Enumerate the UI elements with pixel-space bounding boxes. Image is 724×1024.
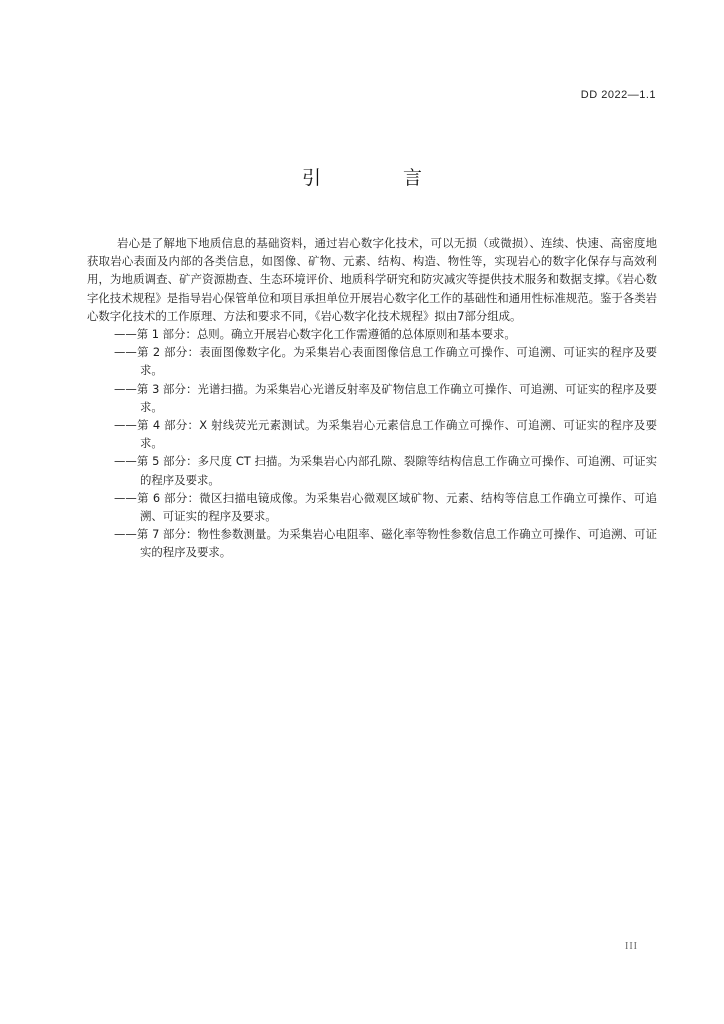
page-title: 引 言 [301,167,461,189]
part-item: ——第 3 部分：光谱扫描。为采集岩心光谱反射率及矿物信息工作确立可操作、可追溯、可证实的程序及要求。 [114,381,657,414]
document-code: DD 2022—1.1 [580,89,656,101]
part-item: ——第 7 部分：物性参数测量。为采集岩心电阻率、磁化率等物性参数信息工作确立可操作、可追溯、可证实的程序及要求。 [114,527,657,560]
parts-list [87,325,657,562]
part-item: ——第 1 部分：总则。确立开展岩心数字化工作需遵循的总体原则和基本要求。 [114,327,516,342]
part-item: ——第 4 部分：X 射线荧光元素测试。为采集岩心元素信息工作确立可操作、可追溯、可证实的程序及要求。 [114,418,657,451]
part-item: ——第 2 部分：表面图像数字化。为采集岩心表面图像信息工作确立可操作、可追溯、可证实的程序及要求。 [114,345,657,378]
intro-paragraph: 岩心是了解地下地质信息的基础资料，通过岩心数字化技术，可以无损（或微损）、连续、快速、高密度地获取岩心表面及内部的各类信息，如图像、矿物、元素、结构、构造、物性等，实现岩心的数字化保存与高效利用，为地质调查、矿产资源勘查、生态环境评价、地质科学研究和防灾减灾等提供技术服务和数据支撑。《岩心数字化技术规程》是指导岩心保管单位和项目承担单位开展岩心数字化工作的基础性和通用性标准规范。鉴于各类岩心数字化技术的工作原理、方法和要求不同，《岩心数字化技术规程》拟由7部分组成。 [87,236,657,323]
page-number: III [625,941,638,952]
part-item: ——第 5 部分：多尺度 CT 扫描。为采集岩心内部孔隙、裂隙等结构信息工作确立可操作、可追溯、可证实的程序及要求。 [114,454,657,487]
part-item: ——第 6 部分：微区扫描电镜成像。为采集岩心微观区域矿物、元素、结构等信息工作确立可操作、可追溯、可证实的程序及要求。 [114,490,657,524]
document-body [87,234,657,562]
